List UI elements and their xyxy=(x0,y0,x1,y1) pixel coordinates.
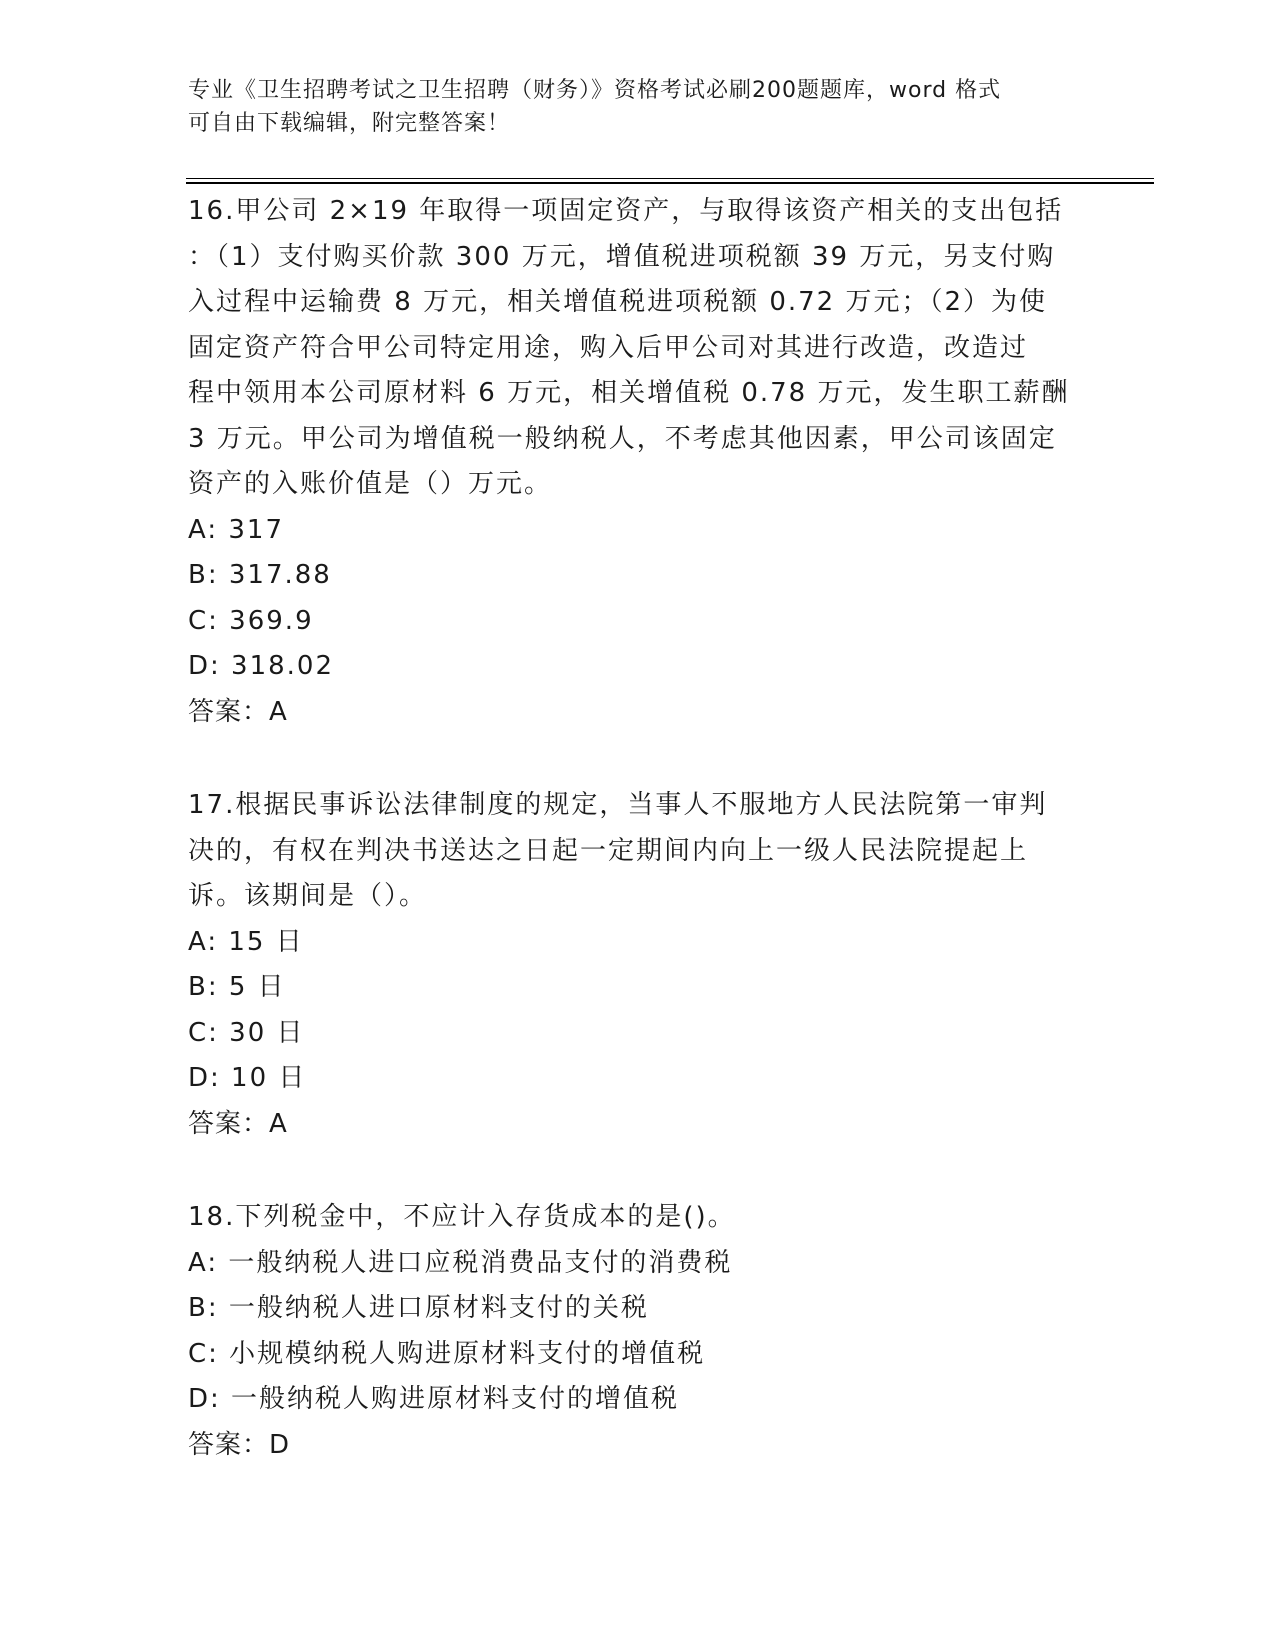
option-c: C: 小规模纳税人购进原材料支付的增值税 xyxy=(188,1338,706,1369)
header-line: 可自由下载编辑，附完整答案！ xyxy=(188,111,511,136)
stem-line: 入过程中运输费 8 万元，相关增值税进项税额 0.72 万元；（2）为使 xyxy=(188,287,1048,317)
header-line: 专业《卫生招聘考试之卫生招聘（财务）》资格考试必刷200题题库，word 格式 xyxy=(188,78,1002,103)
header-divider-thick xyxy=(186,182,1154,184)
stem-line: 17.根据民事诉讼法律制度的规定，当事人不服地方人民法院第一审判 xyxy=(188,790,1048,820)
question-16 xyxy=(188,189,1088,735)
stem-line: 16.甲公司 2×19 年取得一项固定资产，与取得该资产相关的支出包括 xyxy=(188,196,1064,226)
question-spacer xyxy=(188,735,1088,783)
option-a: A: 一般纳税人进口应税消费品支付的消费税 xyxy=(188,1247,733,1278)
document-header xyxy=(188,74,1068,140)
option-b: B: 一般纳税人进口原材料支付的关税 xyxy=(188,1293,649,1323)
answer: 答案：A xyxy=(188,1108,288,1139)
answer: 答案：A xyxy=(188,696,288,727)
option-d: D: 一般纳税人购进原材料支付的增值税 xyxy=(188,1384,680,1414)
option-d: D: 10 日 xyxy=(188,1063,307,1093)
header-divider-thin xyxy=(186,178,1154,179)
question-list xyxy=(188,189,1088,1468)
option-d: D: 318.02 xyxy=(188,651,335,681)
option-b: B: 5 日 xyxy=(188,972,286,1002)
question-spacer xyxy=(188,1147,1088,1195)
question-18 xyxy=(188,1195,1088,1468)
stem-line: 资产的入账价值是（）万元。 xyxy=(188,469,553,499)
option-c: C: 30 日 xyxy=(188,1017,305,1048)
stem-line: 18.下列税金中，不应计入存货成本的是()。 xyxy=(188,1202,736,1232)
stem-line: 诉。该期间是（）。 xyxy=(188,881,428,911)
answer: 答案：D xyxy=(188,1429,291,1460)
option-c: C: 369.9 xyxy=(188,605,314,636)
question-17 xyxy=(188,783,1088,1147)
stem-line: 程中领用本公司原材料 6 万元，相关增值税 0.78 万元，发生职工薪酬 xyxy=(188,378,1070,408)
stem-line: 3 万元。甲公司为增值税一般纳税人，不考虑其他因素，甲公司该固定 xyxy=(188,423,1057,454)
option-b: B: 317.88 xyxy=(188,560,332,590)
question-stem xyxy=(188,1195,1088,1241)
stem-line: ：（1）支付购买价款 300 万元，增值税进项税额 39 万元，另支付购 xyxy=(188,241,1056,272)
option-a: A: 317 xyxy=(188,514,284,545)
option-a: A: 15 日 xyxy=(188,926,304,957)
question-stem xyxy=(188,189,1088,508)
question-stem xyxy=(188,783,1088,920)
stem-line: 决的，有权在判决书送达之日起一定期间内向上一级人民法院提起上 xyxy=(188,835,1029,866)
stem-line: 固定资产符合甲公司特定用途，购入后甲公司对其进行改造，改造过 xyxy=(188,332,1029,363)
